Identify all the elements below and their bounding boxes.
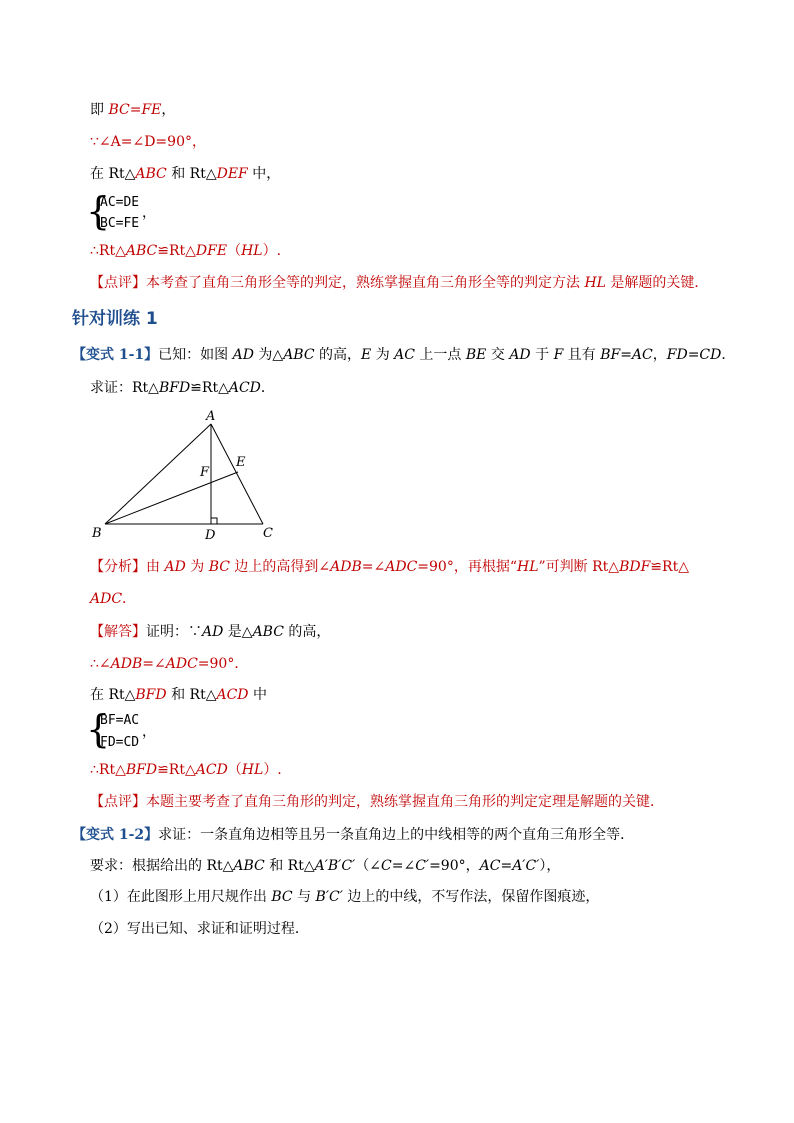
variant-1-1-problem: 【变式 1-1】已知：如图 AD 为△ABC 的高，E 为 AC 上一点 BE 交 AD 于 F 且有 BF=AC，FD=CD． <box>72 347 736 363</box>
system-eq2: BC=FE <box>100 216 140 231</box>
analysis-line-1: 【分析】由 AD 为 BC 边上的高得到∠ADB=∠ADC=90°，再根据“HL”可判断 Rt△BDF≌Rt△ <box>90 559 689 575</box>
proof-conclusion: ∴Rt△ABC≌Rt△DFE（HL）. <box>90 243 282 259</box>
proof-line-in-triangles: 在 Rt△ABC 和 Rt△DEF 中， <box>90 166 281 182</box>
label-a: A <box>206 409 216 424</box>
segment-ba <box>105 424 211 524</box>
variant-1-1-prove: 求证：Rt△BFD≌Rt△ACD． <box>90 380 275 396</box>
comment-2: 【点评】本题主要考查了直角三角形的判定，熟练掌握直角三角形的判定定理是解题的关键． <box>90 794 664 810</box>
system-brace: { <box>86 189 111 233</box>
proof-line-bc-fe: 即 BC=FE， <box>90 102 176 118</box>
section-heading: 针对训练 1 <box>72 309 158 329</box>
system2-eq2: FD=CD <box>100 735 140 750</box>
answer-line-3: 在 Rt△BFD 和 Rt△ACD 中 <box>90 687 267 703</box>
system2-eq1: BF=AC <box>100 713 140 728</box>
label-d: D <box>205 528 216 543</box>
label-f: F <box>200 465 210 480</box>
answer-line-1: 【解答】证明：∵AD 是△ABC 的高， <box>90 624 331 640</box>
proof-line-angles: ∵∠A=∠D=90°， <box>90 134 206 150</box>
comment-1: 【点评】本考查了直角三角形全等的判定，熟练掌握直角三角形全等的判定方法 HL 是解题的关键． <box>90 275 709 291</box>
label-e: E <box>236 455 246 470</box>
label-c: C <box>263 526 273 541</box>
system-brace-2: { <box>86 707 111 751</box>
variant-1-2-item-1: （1）在此图形上用尺规作出 BC 与 B′C′ 边上的中线，不写作法，保留作图痕迹， <box>90 889 600 905</box>
answer-line-2: ∴∠ADB=∠ADC=90°． <box>90 656 249 672</box>
system-eq1: AC=DE <box>100 195 140 210</box>
answer-conclusion: ∴Rt△BFD≌Rt△ACD（HL）. <box>90 762 282 778</box>
variant-1-2-problem: 【变式 1-2】求证：一条直角边相等且另一条直角边上的中线相等的两个直角三角形全等． <box>72 827 635 843</box>
label-b: B <box>92 526 102 541</box>
system2-comma: ， <box>142 724 156 740</box>
variant-1-2-item-2: （2）写出已知、求证和证明过程． <box>90 921 309 937</box>
segment-ac <box>211 424 263 524</box>
segment-be <box>105 472 238 524</box>
triangle-figure <box>88 406 278 546</box>
right-angle-mark <box>211 518 217 524</box>
variant-1-2-requirement: 要求：根据给出的 Rt△ABC 和 Rt△A′B′C′（∠C=∠C′=90°，AC=A′C′）， <box>90 858 561 874</box>
analysis-line-2: ADC． <box>90 591 137 607</box>
system-comma: ， <box>142 205 156 221</box>
